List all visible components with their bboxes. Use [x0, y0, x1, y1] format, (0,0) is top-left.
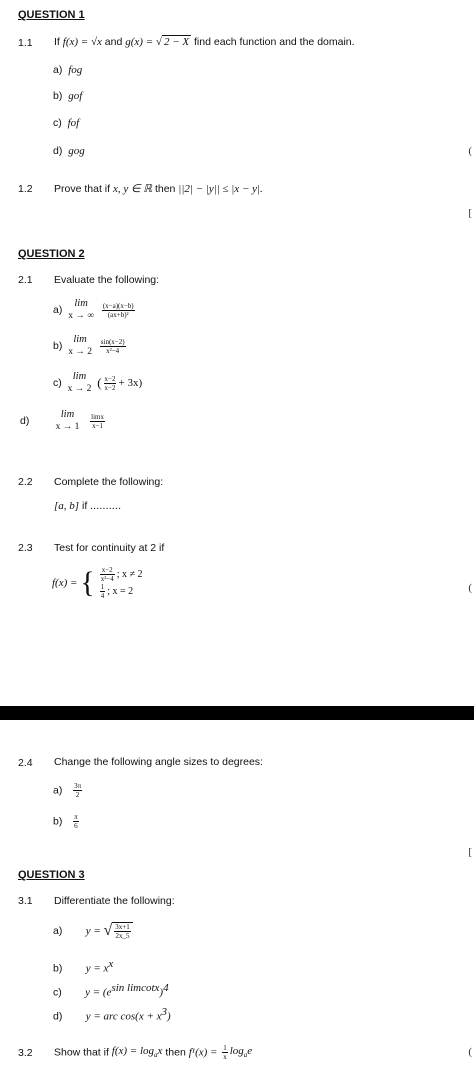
question-2-heading: QUESTION 2: [18, 248, 85, 260]
g-definition-lhs: g(x) =: [125, 36, 156, 48]
q2-1-d: d) lim x → 1 $\frac{\lim x}{x-1}$: [20, 409, 104, 432]
edge-mark-5: (: [468, 1046, 472, 1058]
q1-1-if: If: [54, 36, 60, 48]
q2-1-a: a) lim x → ∞ $\frac{(x-a)(x-b)}{\text{(ax+b)²}}$: [53, 298, 134, 321]
edge-mark-1: (: [468, 145, 472, 157]
q2-4-b: b) $\frac{\pi}{6}$: [53, 813, 78, 830]
q1-2-number: 1.2: [18, 183, 33, 195]
q2-4-a: a) $\frac{3\pi}{2}$: [53, 782, 82, 799]
q1-1-and: and: [104, 36, 123, 48]
q1-1-item-b: b) gof: [53, 90, 83, 102]
g-definition-radicand: 2 − X: [163, 36, 190, 48]
q1-1-number: 1.1: [18, 37, 33, 49]
question-1-heading: QUESTION 1: [18, 9, 85, 21]
q1-1-item-a: a) fog: [53, 64, 83, 76]
q1-1-item-c: c) fof: [53, 117, 80, 129]
q2-2-number: 2.2: [18, 476, 33, 488]
q1-2-statement: Prove that if x, y ∈ ℝ then ||2| − |y|| ≤ |x − y|.: [54, 183, 263, 195]
edge-mark-3: (: [468, 582, 472, 594]
case-1: $\frac{x-2}{\text{x²−4}}$ ; x ≠ 2: [100, 566, 143, 583]
case-2: $\frac{1}{4}$ ; x = 2: [100, 583, 134, 600]
q1-1-rest: find each function and the domain.: [194, 36, 355, 48]
edge-mark-4: [: [468, 846, 472, 858]
q3-1-a: a) y = √ $\frac{3x+1}{2x\_5}$: [53, 922, 133, 940]
q3-1-b: b) $y = x^x$: [53, 958, 114, 975]
q3-1-c: c) $y = (e^{sin limcotx})^4$: [53, 982, 169, 999]
q2-1-b: b) lim x → 2 $\frac{\sin(x-2)}{\text{x²−4}}$: [53, 334, 125, 357]
q2-1-c: c) lim x → 2 ( $\frac{x-2}{x-2}$ + 3x): [53, 371, 143, 394]
question-3-heading: QUESTION 3: [18, 869, 85, 881]
q2-4-text: Change the following angle sizes to degrees:: [54, 756, 263, 768]
q3-2-statement: Show that if $f(x) = \log_ax$ then f¹(x) = $\frac{1}{x}$ $\log_ae$: [54, 1044, 253, 1061]
f-definition: f(x) = √x: [62, 36, 102, 48]
q3-1-d: d) y = arc $\cos(x + x^3)$: [53, 1006, 171, 1023]
q3-1-text: Differentiate the following:: [54, 895, 175, 907]
q3-1-number: 3.1: [18, 895, 33, 907]
q2-3-number: 2.3: [18, 542, 33, 554]
q2-2-text: Complete the following:: [54, 476, 164, 488]
q1-1-statement: If f(x) = √x and g(x) = √ 2 − X find each function and the domain.: [54, 36, 355, 48]
q1-1-item-d: d) gog: [53, 145, 85, 157]
q2-3-text: Test for continuity at 2 if: [54, 542, 165, 554]
black-separator-bar: [0, 706, 474, 720]
q2-1-text: Evaluate the following:: [54, 274, 160, 286]
q3-2-number: 3.2: [18, 1047, 33, 1059]
q2-1-number: 2.1: [18, 274, 33, 286]
edge-mark-2: [: [468, 207, 472, 219]
q2-2-expression: [a, b] if ..........: [54, 500, 122, 512]
piecewise-function: f(x) = { $\frac{x-2}{\text{x²−4}}$ ; x ≠ 2 $\frac{1}{4}$ ; x = 2: [52, 566, 143, 600]
q2-4-number: 2.4: [18, 757, 33, 769]
